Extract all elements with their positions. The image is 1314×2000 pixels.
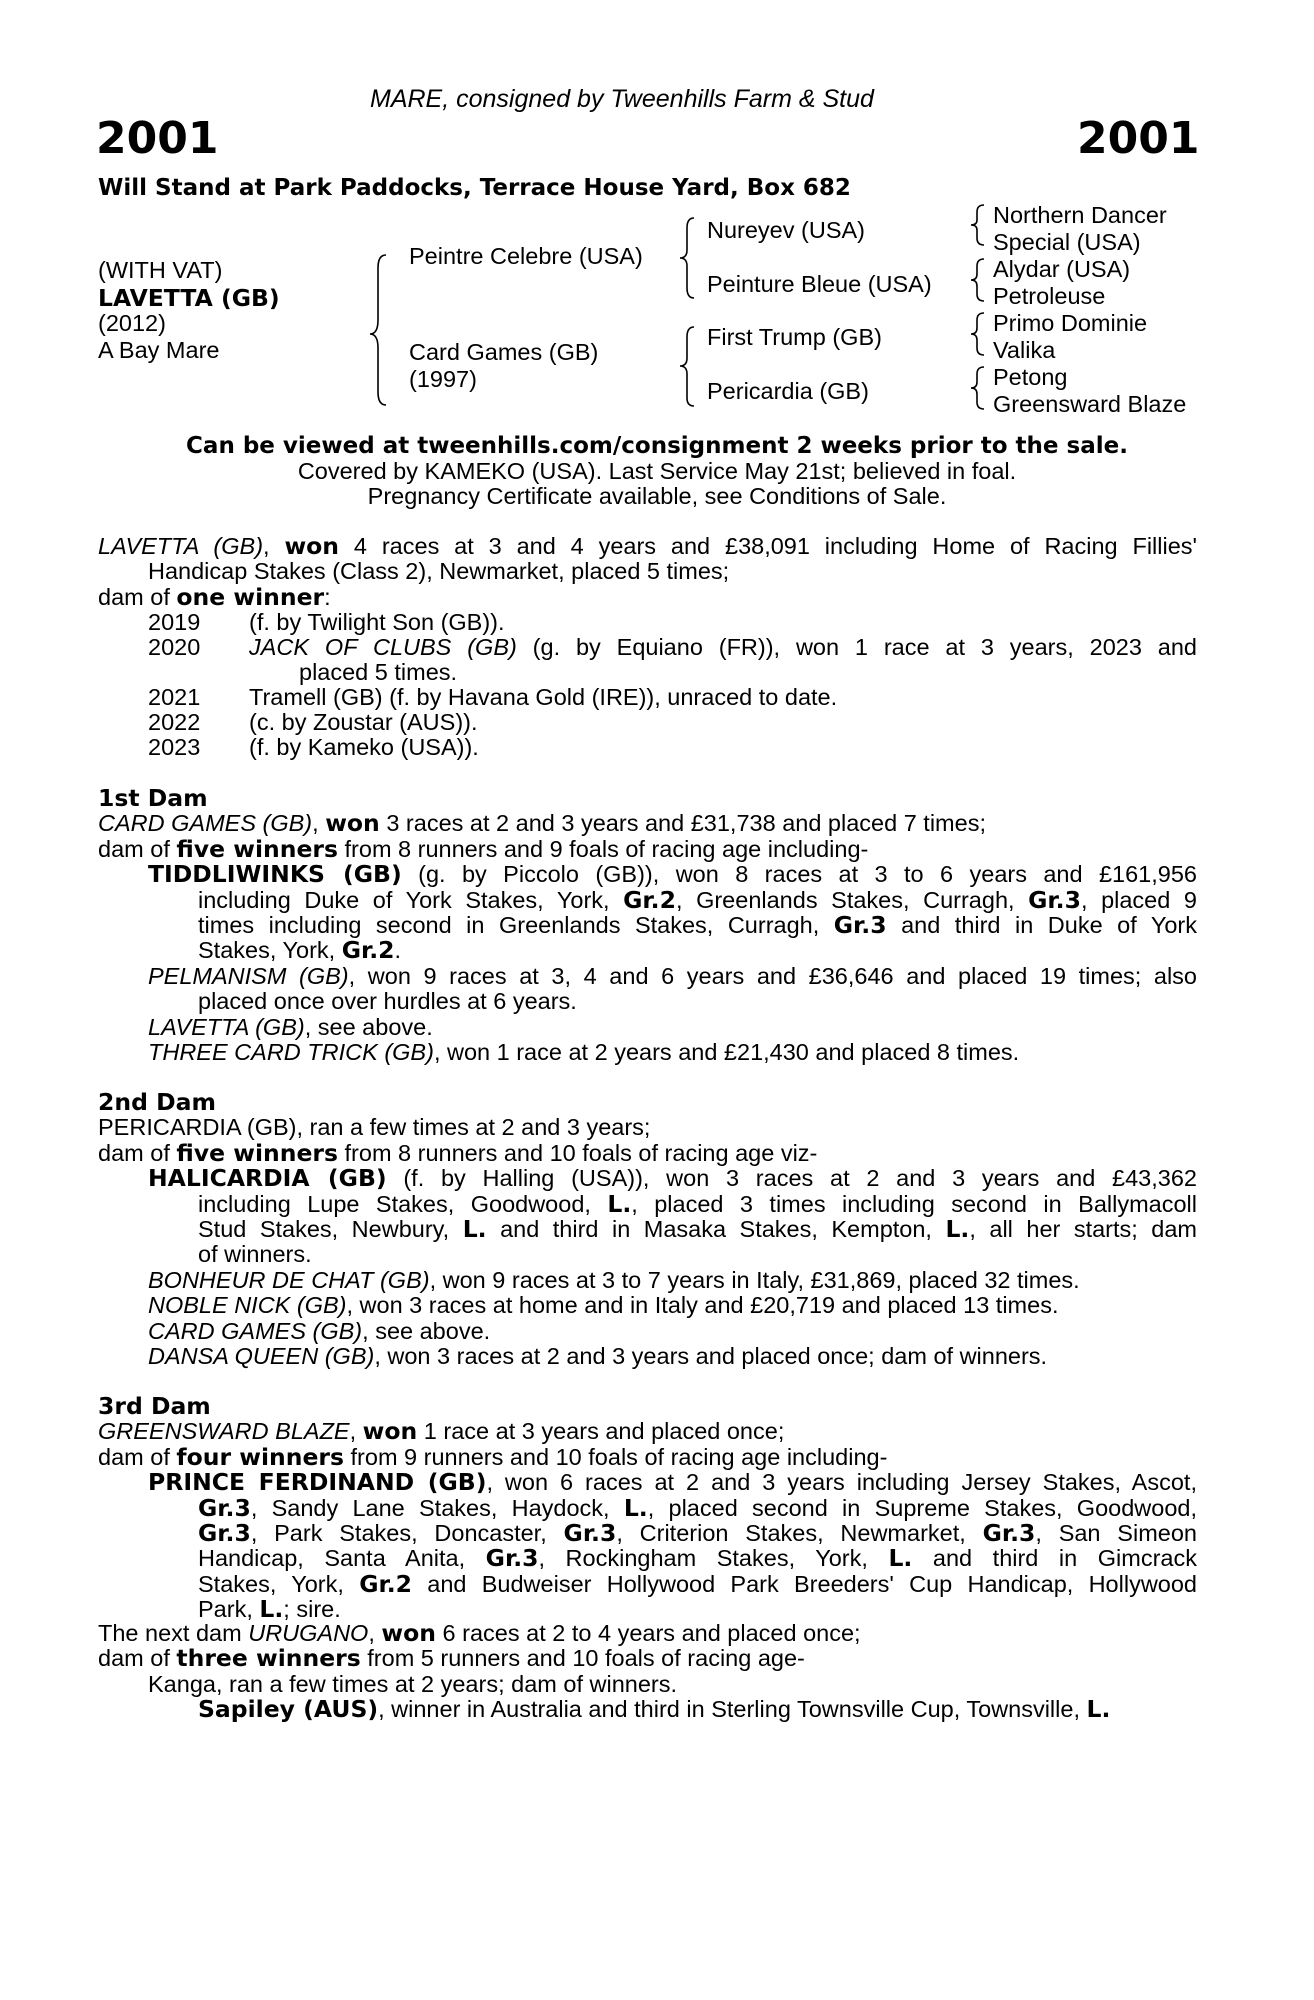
pedigree-dam-year: (1997) [409, 366, 477, 392]
pedigree-dam-sire: First Trump (GB) [707, 324, 882, 350]
pedigree-sire: Peintre Celebre (USA) [409, 243, 643, 269]
tiddliwinks-line-2: including Duke of York Stakes, York, Gr.2, Greenlands Stakes, Curragh, Gr.3, placed 9 [198, 887, 1197, 914]
prince-ferdinand-line-2: Gr.3, Sandy Lane Stakes, Haydock, L., placed second in Supreme Stakes, Goodwood, [198, 1495, 1197, 1522]
pedigree-g3-7: Petong [993, 364, 1068, 390]
next-dam-section [98, 1621, 1197, 1723]
pedigree-g3-5: Primo Dominie [993, 310, 1148, 336]
prince-ferdinand-line-6: Park, L.; sire. [198, 1597, 341, 1623]
produce-detail-2021: Tramell (GB) (f. by Havana Gold (IRE)), unraced to date. [249, 684, 838, 710]
produce-detail-2020-cont: placed 5 times. [299, 659, 458, 685]
pedigree-g3-3: Alydar (USA) [993, 256, 1131, 282]
dansa-queen: DANSA QUEEN (GB), won 3 races at 2 and 3 years and placed once; dam of winners. [148, 1344, 1048, 1370]
tiddliwinks-line-3: times including second in Greenlands Stakes, Curragh, Gr.3 and third in Duke of York [198, 913, 1197, 939]
lavetta-line-1: LAVETTA (GB), won 4 races at 3 and 4 years and £38,091 including Home of Racing Fillies' [98, 534, 1197, 560]
lot-number-left: 2001 [96, 113, 219, 164]
brace-gen3-1 [971, 205, 984, 245]
consignment-line: MARE, consigned by Tweenhills Farm & Stud [370, 85, 874, 113]
pedigree-g3-8: Greensward Blaze [993, 391, 1187, 417]
lot-number-right: 2001 [1077, 113, 1200, 164]
first-dam-section [98, 786, 1197, 1065]
three-card-trick: THREE CARD TRICK (GB), won 1 race at 2 years and £21,430 and placed 8 times. [148, 1040, 1020, 1066]
pedigree-sire-sire: Nureyev (USA) [707, 217, 866, 243]
halicardia-line-1: HALICARDIA (GB) (f. by Halling (USA)), won 3 races at 2 and 3 years and £43,362 [148, 1166, 1197, 1192]
pedigree-g3-6: Valika [993, 337, 1056, 363]
horse-name: LAVETTA (GB) [98, 284, 280, 312]
brace-gen3-4 [971, 367, 984, 409]
produce-year-2020: 2020 [148, 634, 201, 660]
halicardia-line-2: including Lupe Stakes, Goodwood, L., placed 3 times including second in Ballymacoll [198, 1191, 1197, 1218]
second-dam-section [98, 1090, 1197, 1369]
stand-location: Will Stand at Park Paddocks, Terrace House Yard, Box 682 [98, 175, 851, 201]
vat-note: (WITH VAT) [98, 257, 223, 283]
pelmanism-line-2: placed once over hurdles at 6 years. [198, 989, 577, 1015]
prince-ferdinand-line-5: Stakes, York, Gr.2 and Budweiser Hollywood Park Breeders' Cup Handicap, Hollywood [198, 1571, 1197, 1598]
brace-gen3-3 [971, 313, 984, 355]
produce-detail-2019: (f. by Twilight Son (GB)). [249, 609, 505, 635]
second-dam-line-2: dam of five winners from 8 runners and 10 foals of racing age viz- [98, 1140, 818, 1167]
produce-detail-2022: (c. by Zoustar (AUS)). [249, 709, 478, 735]
brace-gen2-sire [680, 218, 694, 298]
third-dam-heading: 3rd Dam [98, 1394, 211, 1420]
halicardia-line-4: of winners. [198, 1242, 312, 1268]
prince-ferdinand-line-1: PRINCE FERDINAND (GB), won 6 races at 2 and 3 years including Jersey Stakes, Ascot, [148, 1470, 1197, 1496]
produce-year-2021: 2021 [148, 684, 201, 710]
second-dam-heading: 2nd Dam [98, 1090, 216, 1116]
lavetta-line-2: Handicap Stakes (Class 2), Newmarket, placed 5 times; [148, 559, 730, 585]
first-dam-heading: 1st Dam [98, 786, 208, 812]
viewing-note: Can be viewed at tweenhills.com/consignment 2 weeks prior to the sale. [186, 433, 1128, 459]
prince-ferdinand-line-3: Gr.3, Park Stakes, Doncaster, Gr.3, Criterion Stakes, Newmarket, Gr.3, San Simeon [198, 1521, 1197, 1547]
certificate-note: Pregnancy Certificate available, see Conditions of Sale. [367, 483, 947, 509]
lavetta-dam-of: dam of one winner: [98, 584, 331, 611]
pedigree-dam: Card Games (GB) [409, 339, 599, 365]
card-games-ref: CARD GAMES (GB), see above. [148, 1318, 491, 1344]
brace-gen1 [370, 255, 386, 405]
next-dam-line-2: dam of three winners from 5 runners and 10 foals of racing age- [98, 1646, 805, 1672]
brace-gen2-dam [680, 327, 694, 406]
brace-gen3-2 [971, 259, 984, 301]
pedigree-g3-2: Special (USA) [993, 229, 1141, 255]
lavetta-section [98, 534, 1197, 610]
first-dam-line-1: CARD GAMES (GB), won 3 races at 2 and 3 years and £31,738 and placed 7 times; [98, 811, 986, 837]
pedigree-dam-dam: Pericardia (GB) [707, 378, 869, 404]
pedigree-g3-4: Petroleuse [993, 283, 1106, 309]
produce-detail-2023: (f. by Kameko (USA)). [249, 734, 479, 760]
produce-detail-2020: JACK OF CLUBS (GB) (g. by Equiano (FR)), won 1 race at 3 years, 2023 and [249, 634, 1197, 660]
third-dam-section [98, 1394, 1197, 1623]
kanga: Kanga, ran a few times at 2 years; dam of winners. [148, 1671, 678, 1697]
lavetta-ref: LAVETTA (GB), see above. [148, 1014, 433, 1040]
pedigree-g3-1: Northern Dancer [993, 202, 1167, 228]
produce-year-2022: 2022 [148, 709, 201, 735]
noble-nick: NOBLE NICK (GB), won 3 races at home and in Italy and £20,719 and placed 13 times. [148, 1293, 1059, 1319]
prince-ferdinand-line-4: Handicap, Santa Anita, Gr.3, Rockingham Stakes, York, L. and third in Gimcrack [198, 1546, 1197, 1572]
tiddliwinks-line-1: TIDDLIWINKS (GB) (g. by Piccolo (GB)), won 8 races at 3 to 6 years and £161,956 [148, 862, 1197, 888]
second-dam-line-1: PERICARDIA (GB), ran a few times at 2 and 3 years; [98, 1115, 651, 1141]
first-dam-line-2: dam of five winners from 8 runners and 9 foals of racing age including- [98, 836, 869, 863]
covered-note: Covered by KAMEKO (USA). Last Service May 21st; believed in foal. [297, 458, 1017, 484]
produce-year-2019: 2019 [148, 609, 201, 635]
pedigree-sire-dam: Peinture Bleue (USA) [707, 271, 932, 297]
next-dam-line-1: The next dam URUGANO, won 6 races at 2 to 4 years and placed once; [98, 1621, 861, 1647]
third-dam-line-2: dam of four winners from 9 runners and 10 foals of racing age including- [98, 1444, 888, 1471]
bonheur-de-chat: BONHEUR DE CHAT (GB), won 9 races at 3 to 7 years in Italy, £31,869, placed 32 times. [148, 1267, 1080, 1293]
pelmanism-line-1: PELMANISM (GB), won 9 races at 3, 4 and 6 years and £36,646 and placed 19 times; also [148, 963, 1197, 989]
horse-description: A Bay Mare [98, 337, 220, 363]
horse-foaled: (2012) [98, 310, 166, 336]
third-dam-line-1: GREENSWARD BLAZE, won 1 race at 3 years and placed once; [98, 1419, 785, 1445]
halicardia-line-3: Stud Stakes, Newbury, L. and third in Masaka Stakes, Kempton, L., all her starts; dam [198, 1217, 1197, 1243]
sapiley: Sapiley (AUS), winner in Australia and third in Sterling Townsville Cup, Townsville, L. [198, 1697, 1111, 1723]
tiddliwinks-line-4: Stakes, York, Gr.2. [198, 938, 402, 964]
produce-year-2023: 2023 [148, 734, 201, 760]
